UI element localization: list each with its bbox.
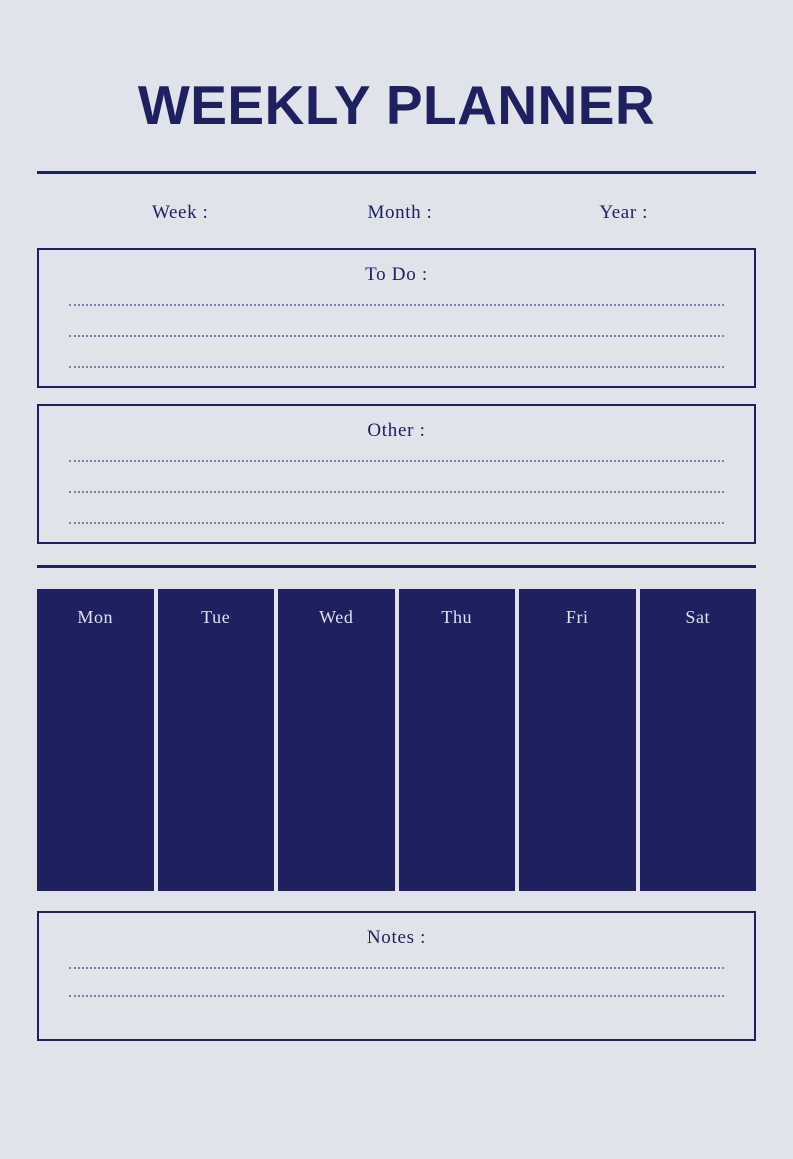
- other-line[interactable]: [69, 491, 724, 493]
- year-field[interactable]: Year :: [599, 202, 648, 224]
- weekly-planner-page: [0, 37, 793, 1159]
- notes-line[interactable]: [69, 995, 724, 997]
- days-grid: [37, 589, 756, 891]
- day-column-thu[interactable]: [399, 589, 516, 891]
- notes-label: Notes :: [366, 927, 427, 949]
- todo-section: [37, 248, 756, 388]
- day-column-mon[interactable]: [37, 589, 154, 891]
- day-label: Wed: [319, 607, 354, 628]
- notes-line[interactable]: [69, 967, 724, 969]
- month-field[interactable]: Month :: [367, 202, 433, 224]
- todo-label: To Do :: [365, 264, 428, 286]
- other-section: [37, 404, 756, 544]
- notes-section: [37, 911, 756, 1041]
- todo-line[interactable]: [69, 335, 724, 337]
- day-column-sat[interactable]: [640, 589, 757, 891]
- section-divider: [37, 565, 756, 568]
- day-column-wed[interactable]: [278, 589, 395, 891]
- week-field[interactable]: Week :: [152, 202, 209, 224]
- meta-row: [37, 202, 756, 224]
- page-title: WEEKLY PLANNER: [137, 73, 656, 136]
- other-line[interactable]: [69, 460, 724, 462]
- todo-line[interactable]: [69, 366, 724, 368]
- day-label: Fri: [565, 607, 589, 628]
- day-column-fri[interactable]: [519, 589, 636, 891]
- day-label: Thu: [441, 607, 473, 628]
- day-label: Sat: [685, 607, 711, 628]
- day-label: Mon: [77, 607, 114, 628]
- day-label: Tue: [201, 607, 231, 628]
- todo-line[interactable]: [69, 304, 724, 306]
- title-divider: [37, 171, 756, 174]
- other-line[interactable]: [69, 522, 724, 524]
- day-column-tue[interactable]: [158, 589, 275, 891]
- other-label: Other :: [367, 420, 426, 442]
